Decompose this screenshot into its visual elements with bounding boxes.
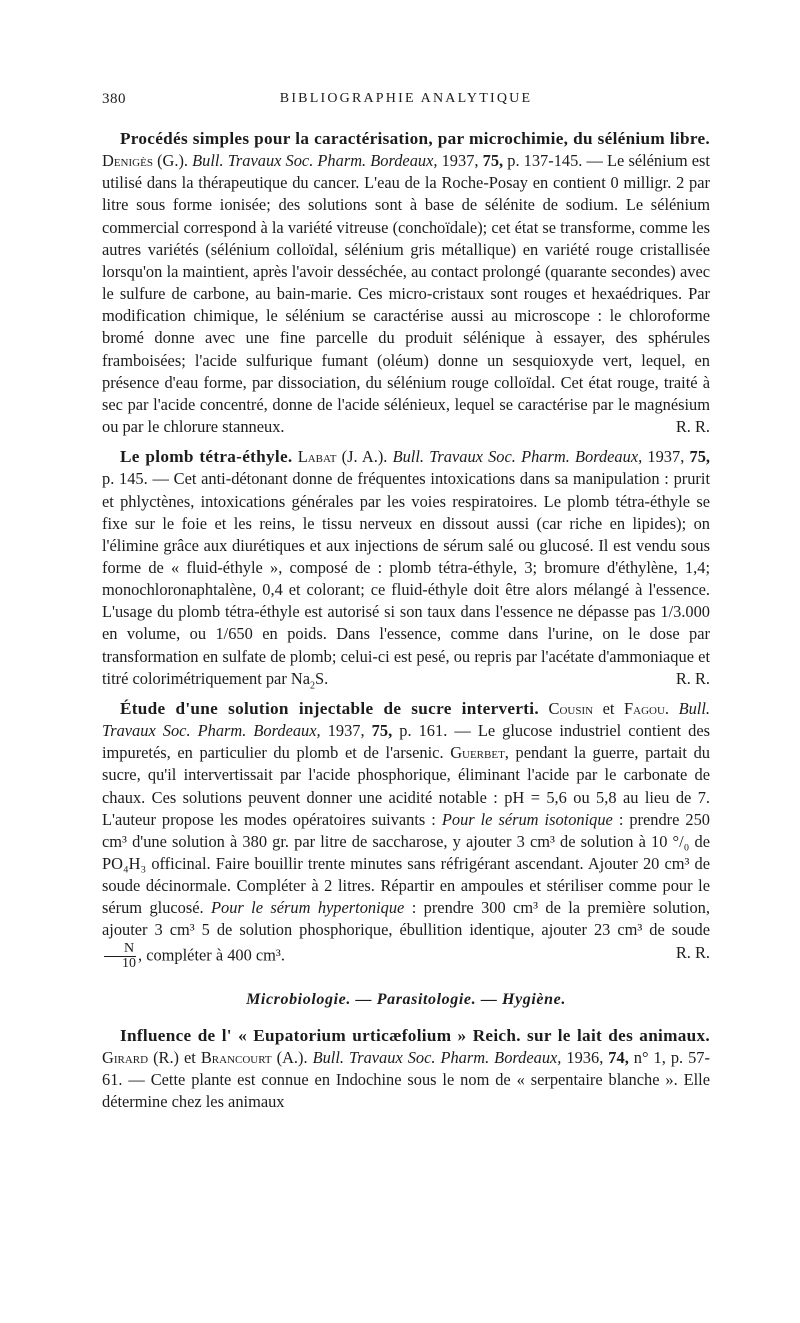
entry-text: : prendre 250 cm³ d'une solution à 380 gr. par litre de saccharose, y ajouter 3 cm³ de solution à 10 °/₀ de PO₄H₃ officinal. Faire bouillir trente minutes sans réfrigérant ascendant. Ajouter 20 cm³ de soude décinormale. Compléter à 2 litres. Répartir en ampoules et stériliser comme pour le sérum glucosé.	[102, 809, 710, 918]
entry-author: Girard	[102, 1047, 149, 1067]
entry-volume: 75,	[689, 447, 710, 467]
abstract-selenium	[102, 128, 710, 438]
entry-author: Labat	[297, 447, 337, 467]
entry-year: 1937,	[327, 721, 365, 741]
entry-text: pendant la guerre, partait du sucre, qu'il intervertissait par l'acide phosphorique, éliminant l'acide par le carbonate de chaux. Ces solutions peuvent donner une acidité notable : pH = 5,6 ou 5,8 au lieu de 7. L'auteur propose les modes opératoires suivants :	[102, 743, 710, 829]
entry-text: — Cet anti-détonant donne de fréquentes intoxications dans sa manipulation : prurit et phlyctènes, intoxications générales par les voies respiratoires. Le plomb tétra-éthyle se fixe sur le foie et les reins, le tissu nerveux en dissout aussi (car riche en lipides); on l'élimine grâce aux diurétiques et aux injections de sérum salé ou glucosé. Il est vendu sous forme de « fluid-éthyle », composé de : plomb tétra-éthyle, 3; bromure d'éthylène, 1,4; monochloronaphtalène, 0,4 et colorant; ce fluid-éthyle doit être alors mélangé à l'essence. L'usage du plomb tétra-éthyle est autorisé si son taux dans l'essence ne dépasse pas 1/3.000 en volume, ou 1/650 en poids. Dans l'essence, comme dans l'urine, on le dose par transformation en sulfate de plomb; celui-ci est pesé, ou repris par l'acétate d'ammoniaque et titré colorimétriquement par Na	[102, 469, 710, 688]
entry-italic: Pour le sérum hypertonique	[211, 898, 405, 918]
entry-volume: 74,	[608, 1047, 629, 1067]
entry-year: 1937,	[441, 151, 479, 171]
entry-text: — Le glucose industriel contient des impuretés, en particulier du plomb et de l'arsenic.	[102, 721, 711, 763]
formula-subscript: 2	[310, 680, 315, 692]
entry-conjunction: et	[184, 1047, 196, 1067]
running-header	[102, 88, 710, 112]
entry-journal: Bull. Travaux Soc. Pharm. Bordeaux,	[392, 447, 643, 467]
entry-author: Denigès	[102, 151, 153, 171]
entry-conjunction: et	[602, 698, 615, 718]
abstract-sucre-interverti	[102, 698, 710, 971]
entry-year: 1937,	[647, 447, 685, 467]
entry-text: — Cette plante est connue en Indochine sous le nom de « serpentaire blanche ». Elle détermine chez les animaux	[102, 1070, 710, 1112]
entry-author: Brancourt	[200, 1047, 272, 1067]
document-page	[102, 88, 710, 1121]
fraction-denominator: 10	[122, 955, 136, 971]
entry-italic: Pour le sérum isotonique	[441, 809, 613, 829]
entry-text: , compléter à 400 cm³.	[138, 944, 285, 964]
entry-signature: R. R.	[675, 417, 710, 437]
entry-pages: p. 145.	[102, 469, 148, 489]
entry-text: : prendre 300 cm³ de la première solution, ajouter 3 cm³ 5 de solution phosphorique, ébullition identique, ajouter 23 cm³ de soude	[102, 898, 710, 940]
entry-title: Étude d'une solution injectable de sucre interverti.	[120, 698, 539, 718]
entry-volume: 75,	[371, 721, 393, 741]
entry-author: Cousin	[548, 698, 594, 718]
entry-text: — Le sélénium est utilisé dans la thérapeutique du cancer. L'eau de la Roche-Posay en contient 0 milligr. 2 par litre sous forme ionisée; des solutions sont à base de sélénite de sodium. Le sélénium commercial correspond à la variété vitreuse (conchoïdale); cet état se transforme, comme les autres variétés (sélénium colloïdal, sélénium gris métallique) en variété rouge cristallisée lorsqu'on la maintient, après l'avoir desséchée, au contact prolongé (quarante secondes) avec le sulfure de carbone, au bain-marie. Ces micro-cristaux sont rouges et hexaédriques. Par modification chimique, le sélénium se caractérise aussi au microscope : le chloroforme bromé donne avec une fine parcelle du produit sélénique à essayer, des sphérules framboisées; l'acide sulfurique fumant (oléum) donne un sesquioxyde vert, lequel, en présence d'eau forme, par dissociation, du sélénium rouge colloïdal. Cet état rouge, traité à sec par l'acide concentré, donne de l'acide sélénieux, lequel se caractérise par le magnésium ou par le chlorure stanneux.	[102, 151, 710, 437]
fraction-numerator: N	[104, 942, 136, 957]
entry-author: Fagou.	[624, 698, 670, 718]
cited-person: Guerbet,	[450, 743, 509, 763]
entry-initials: (J. A.).	[341, 447, 388, 467]
page-number: 380	[102, 91, 126, 107]
abstract-eupatorium	[102, 1025, 710, 1114]
abstract-plomb	[102, 446, 710, 690]
entry-signature: R. R.	[675, 942, 710, 962]
entry-volume: 75,	[482, 151, 504, 171]
entry-signature: R. R.	[675, 668, 710, 688]
entry-journal: Bull. Travaux Soc. Pharm. Bordeaux,	[312, 1047, 562, 1067]
section-heading: Microbiologie. — Parasitologie. — Hygiène.	[246, 990, 566, 1008]
fraction-n-over-10	[104, 942, 136, 971]
entry-year: 1936,	[566, 1047, 604, 1067]
entry-title: Influence de l' « Eupatorium urticæfolium » Reich. sur le lait des animaux.	[120, 1025, 710, 1045]
entry-initials: (A.).	[276, 1047, 308, 1067]
entry-pages: p. 161.	[399, 721, 448, 741]
entry-text-end: S.	[315, 668, 329, 688]
entry-journal: Bull. Travaux Soc. Pharm. Bordeaux,	[192, 151, 438, 171]
entry-initials: (R.)	[153, 1047, 180, 1067]
entry-pages: p. 137-145.	[507, 151, 583, 171]
entry-title: Le plomb tétra-éthyle.	[120, 447, 293, 467]
entry-initials: (G.).	[157, 151, 189, 171]
entry-title: Procédés simples pour la caractérisation, par microchimie, du sélénium libre.	[120, 129, 710, 148]
entry-pages: n° 1, p. 57-61.	[102, 1047, 710, 1090]
entry-journal: Bull. Travaux Soc. Pharm. Bordeaux,	[102, 698, 711, 741]
running-title: BIBLIOGRAPHIE ANALYTIQUE	[279, 91, 533, 106]
